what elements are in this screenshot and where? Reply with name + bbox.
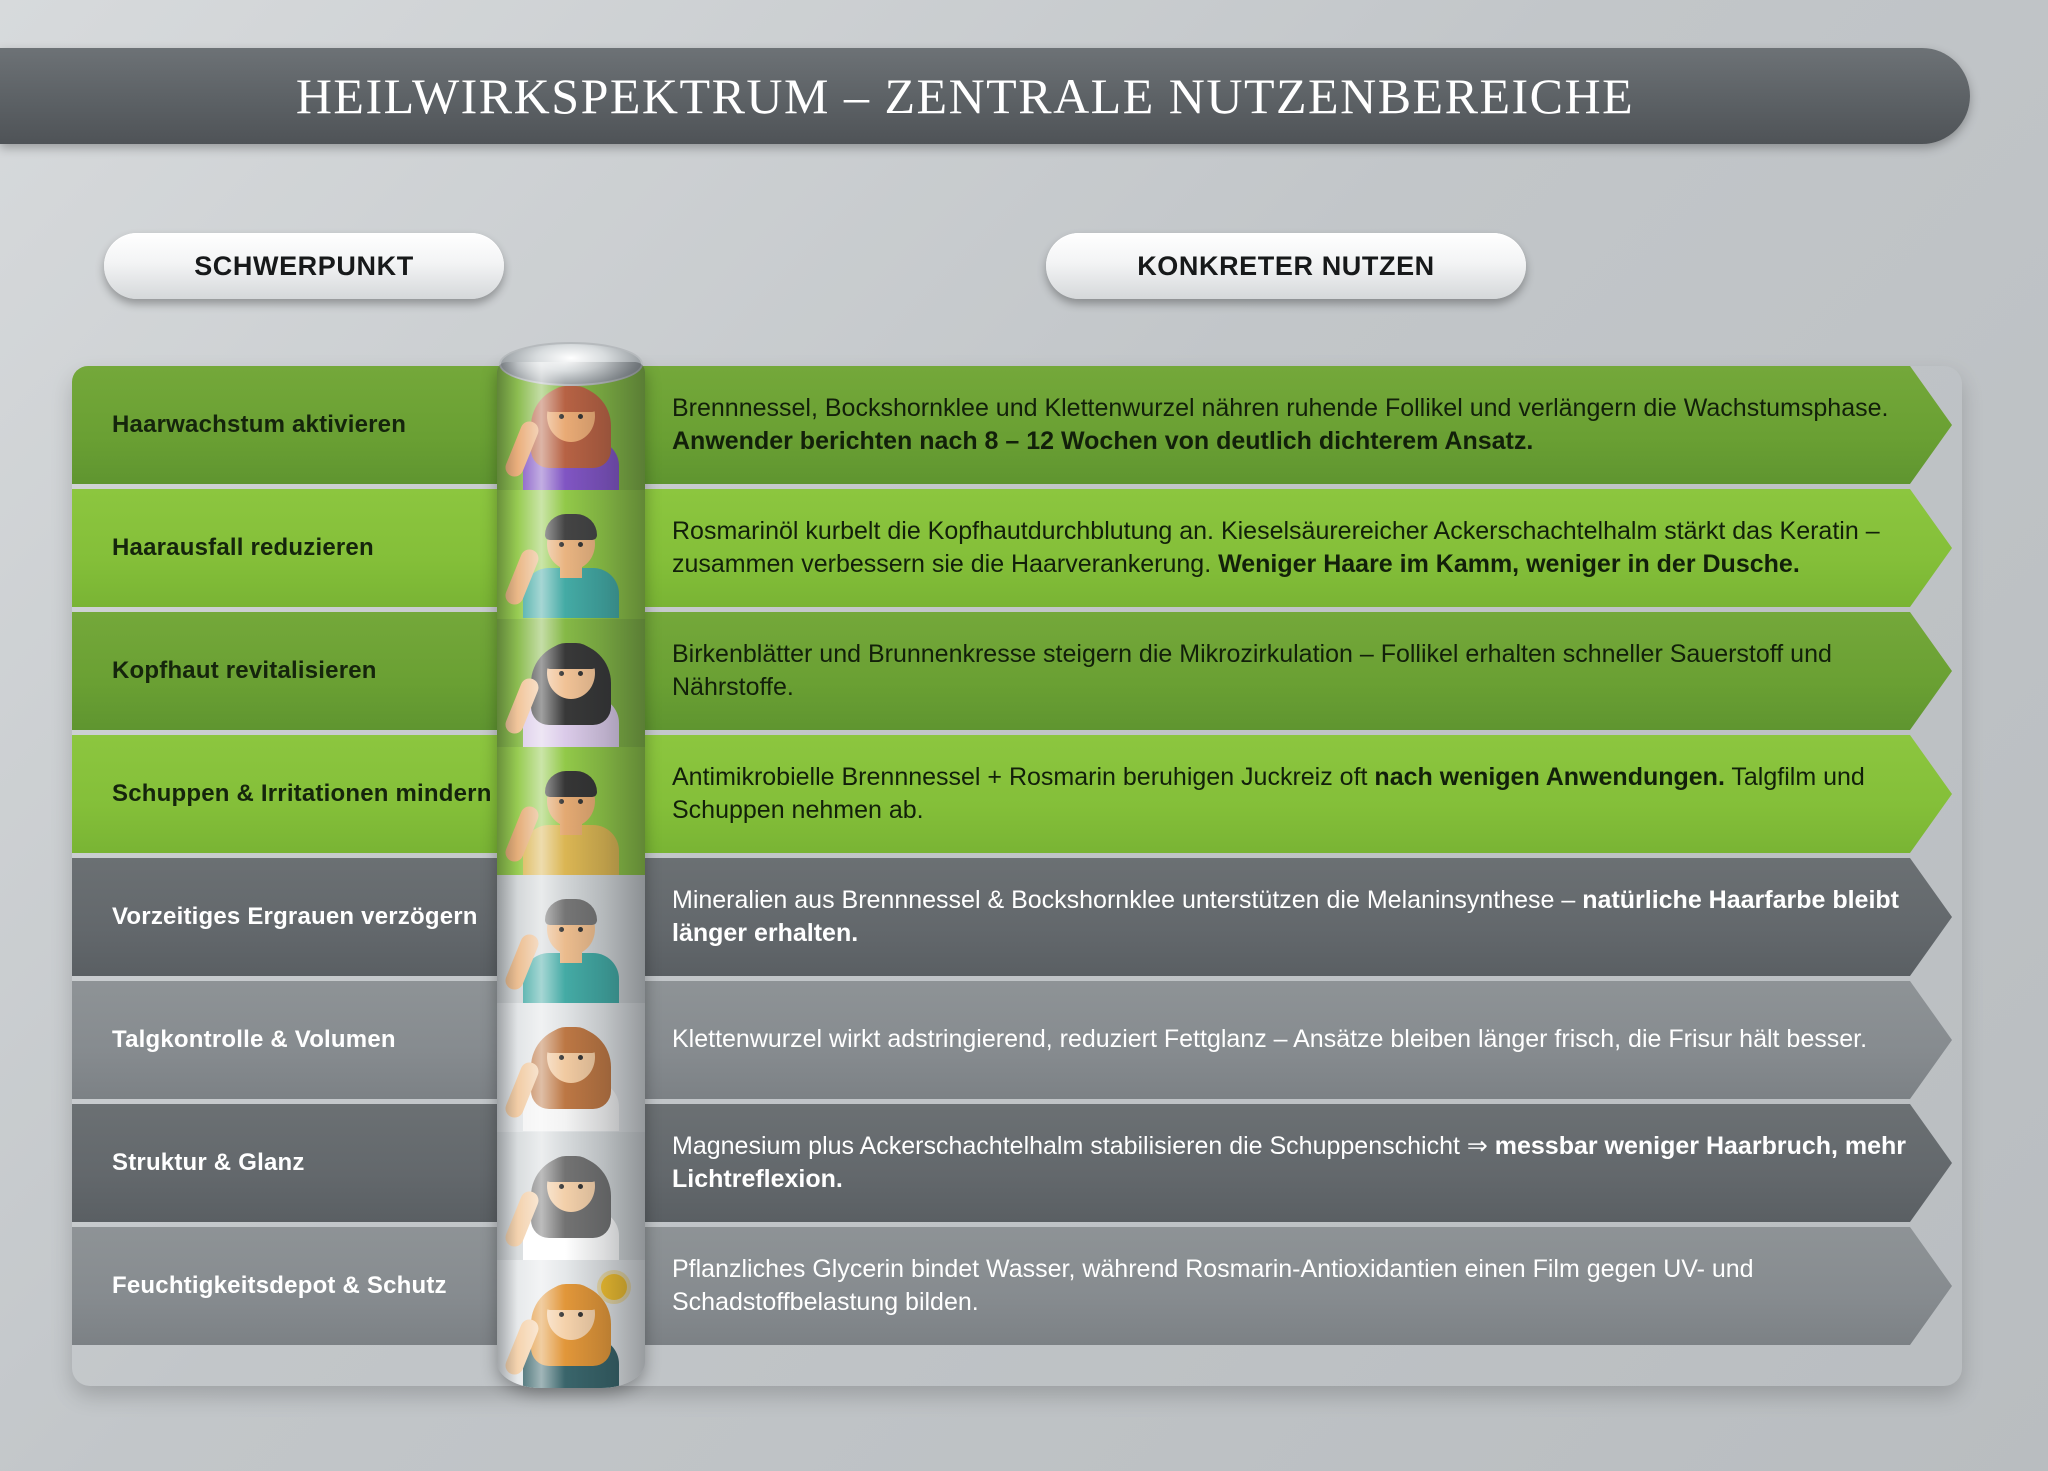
figure-eye (559, 671, 564, 676)
row-benefit-text (672, 489, 1917, 607)
figure-hair (545, 899, 597, 925)
row-benefit-text-emphasis: messbar weniger Haarbruch, mehr Lichtreflexion. (672, 1131, 1907, 1193)
figure-eye (578, 671, 583, 676)
row-benefit-text-emphasis: natürliche Haarfarbe bleibt länger erhalten. (672, 885, 1899, 947)
figure-eye (578, 927, 583, 932)
can-segment (497, 875, 645, 1003)
row-label: Vorzeitiges Ergrauen verzögern (112, 902, 478, 930)
woman-shiny-long-hair-illustration (497, 1132, 645, 1260)
benefit-row (72, 489, 2002, 607)
row-benefit-text (672, 366, 1917, 484)
benefit-row (72, 1227, 2002, 1345)
can-segment (497, 619, 645, 747)
figure-hair (545, 514, 597, 540)
figure-eye (578, 799, 583, 804)
row-benefit-text-normal: Rosmarinöl kurbelt die Kopfhautdurchblutung an. Kieselsäurereicher Ackerschachtelhalm stärkt das Keratin – zusammen verbessern sie die Haarverankerung. (672, 516, 1880, 578)
benefit-row (72, 858, 2002, 976)
figure-eye (578, 414, 583, 419)
sun-icon (601, 1274, 627, 1300)
figure-hair (545, 386, 597, 412)
row-label: Haarwachstum aktivieren (112, 410, 407, 438)
row-benefit-text (672, 735, 1917, 853)
page-title-bar (0, 48, 1970, 144)
figure-eye (578, 1184, 583, 1189)
row-benefit-text-emphasis: Anwender berichten nach 8 – 12 Wochen von deutlich dichterem Ansatz. (672, 427, 1534, 455)
can-lid (499, 342, 643, 386)
column-header-nutzen (1046, 233, 1526, 299)
figure-hair (545, 1027, 597, 1053)
row-label: Kopfhaut revitalisieren (112, 656, 377, 684)
benefit-row (72, 1104, 2002, 1222)
page-title: HEILWIRKSPEKTRUM – ZENTRALE NUTZENBEREICHE (295, 68, 1635, 124)
figure-eye (559, 414, 564, 419)
row-benefit-text (672, 1227, 1917, 1345)
row-benefit-text-normal: Klettenwurzel wirkt adstringierend, reduziert Fettglanz – Ansätze bleiben länger frisch, die Frisur hält besser. (672, 1025, 1868, 1054)
can-segment (497, 1003, 645, 1131)
row-label: Haarausfall reduzieren (112, 533, 374, 561)
row-benefit-text-normal: Magnesium plus Ackerschachtelhalm stabilisieren die Schuppenschicht ⇒ (672, 1131, 1495, 1160)
metal-spray-can-graphic (497, 336, 645, 1396)
column-header-schwerpunkt (104, 233, 504, 299)
column-header-nutzen-label: KONKRETER NUTZEN (1137, 250, 1435, 281)
row-benefit-text-normal: Pflanzliches Glycerin bindet Wasser, während Rosmarin-Antioxidantien einen Film gegen UV- und Schadstoffbelastung bilden. (672, 1254, 1754, 1316)
row-benefit-text-normal: Brennnessel, Bockshornklee und Klettenwurzel nähren ruhende Follikel und verlängern die Wachstumsphase. (672, 393, 1889, 422)
figure-eye (559, 927, 564, 932)
row-benefit-text (672, 981, 1917, 1099)
benefit-row (72, 735, 2002, 853)
can-segment (497, 1132, 645, 1260)
can-segment (497, 1260, 645, 1388)
man-scratching-head-illustration (497, 747, 645, 875)
can-body (497, 362, 645, 1388)
woman-oily-hair-illustration (497, 1003, 645, 1131)
row-benefit-text (672, 612, 1917, 730)
column-header-schwerpunkt-label: SCHWERPUNKT (194, 250, 414, 281)
row-label: Talgkontrolle & Volumen (112, 1025, 396, 1053)
row-benefit-text-normal: Antimikrobielle Brennnessel + Rosmarin beruhigen Juckreiz oft (672, 762, 1375, 791)
can-segment (497, 747, 645, 875)
row-label: Feuchtigkeitsdepot & Schutz (112, 1271, 447, 1299)
figure-hair (545, 771, 597, 797)
woman-with-mirror-illustration (497, 619, 645, 747)
benefit-row (72, 981, 2002, 1099)
benefit-row (72, 612, 2002, 730)
figure-eye (559, 1184, 564, 1189)
row-benefit-text (672, 858, 1917, 976)
benefit-rows (72, 366, 2002, 1350)
figure-eye (578, 1312, 583, 1317)
can-segment (497, 490, 645, 618)
row-label: Struktur & Glanz (112, 1148, 305, 1176)
row-label: Schuppen & Irritationen mindern (112, 779, 492, 807)
figure-eye (559, 799, 564, 804)
man-greying-hair-illustration (497, 875, 645, 1003)
figure-eye (559, 1312, 564, 1317)
row-benefit-text-tail: Talgfilm und Schuppen nehmen ab. (672, 762, 1865, 824)
row-benefit-text (672, 1104, 1917, 1222)
benefit-row (72, 366, 2002, 484)
row-benefit-text-normal: Birkenblätter und Brunnenkresse steigern die Mikrozirkulation – Follikel erhalten schneller Sauerstoff und Nährstoffe. (672, 639, 1832, 701)
row-benefit-text-emphasis: nach wenigen Anwendungen. (1374, 762, 1725, 791)
row-benefit-text-emphasis: Weniger Haare im Kamm, weniger in der Dusche. (1218, 550, 1800, 578)
man-hair-loss-illustration (497, 490, 645, 618)
row-benefit-text-normal: Mineralien aus Brennnessel & Bockshornklee unterstützen die Melaninsynthese – (672, 885, 1583, 914)
